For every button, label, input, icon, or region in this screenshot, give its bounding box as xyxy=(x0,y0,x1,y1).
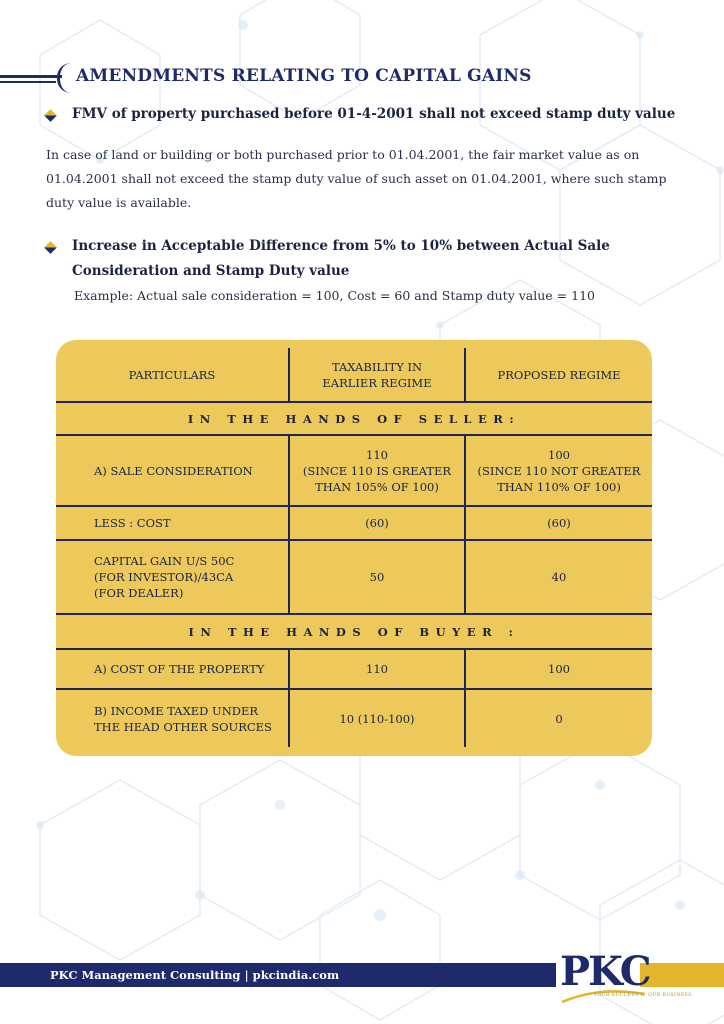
cell-line: THAN 110% OF 100) xyxy=(497,479,621,494)
header-line: TAXABILITY IN xyxy=(331,359,423,374)
example-text: Example: Actual sale consideration = 100, Cost = 60 and Stamp duty value = 110 xyxy=(74,288,595,303)
cell-line: (SINCE 110 NOT GREATER xyxy=(477,463,641,478)
row-property-proposed: 100 xyxy=(548,662,570,676)
row-gain-proposed: 40 xyxy=(551,570,567,584)
section-label-buyer: IN THE HANDS OF BUYER : xyxy=(188,624,520,639)
row-cost-earlier: (60) xyxy=(365,516,389,530)
row-gain-particular xyxy=(56,541,288,613)
paragraph-line: In case of land or building or both purchased prior to 01.04.2001, the fair market value as on xyxy=(46,147,640,162)
cell-line: (FOR INVESTOR)/43CA xyxy=(94,570,234,584)
section1-paragraph xyxy=(46,143,686,215)
row-sale-proposed xyxy=(466,436,652,505)
page-title: AMENDMENTS RELATING TO CAPITAL GAINS xyxy=(76,66,532,86)
row-property-particular: A) COST OF THE PROPERTY xyxy=(94,662,265,676)
row-sale-particular: A) SALE CONSIDERATION xyxy=(94,463,253,478)
header-earlier-regime xyxy=(290,348,464,401)
paragraph-line: duty value is available. xyxy=(46,195,192,210)
footer-text: PKC Management Consulting | pkcindia.com xyxy=(50,968,340,982)
header-particulars: PARTICULARS xyxy=(128,367,216,382)
diamond-bullet-icon xyxy=(44,109,57,122)
logo-text: PKC xyxy=(560,948,650,995)
comparison-table xyxy=(56,340,652,756)
title-rule xyxy=(0,75,62,78)
row-cost-proposed: (60) xyxy=(547,516,571,530)
row-gain-earlier: 50 xyxy=(369,570,385,584)
pkc-logo xyxy=(560,948,650,1008)
cell-line: B) INCOME TAXED UNDER xyxy=(94,703,259,718)
row-property-earlier: 110 xyxy=(366,662,388,676)
header-line: EARLIER REGIME xyxy=(322,375,432,390)
row-income-earlier: 10 (110-100) xyxy=(339,711,415,726)
logo-tagline: YOUR SUCCESS IS OUR BUSINESS xyxy=(594,993,692,998)
row-cost-particular: LESS : COST xyxy=(94,516,171,530)
section2-heading-line1: Increase in Acceptable Difference from 5% to 10% between Actual Sale xyxy=(72,238,610,254)
diamond-bullet-icon xyxy=(44,241,57,254)
cell-line: (SINCE 110 IS GREATER xyxy=(302,463,452,478)
cell-line: THE HEAD OTHER SOURCES xyxy=(94,719,272,734)
section2-heading-line2: Consideration and Stamp Duty value xyxy=(72,263,350,279)
cell-line: 100 xyxy=(548,447,570,462)
row-sale-earlier xyxy=(290,436,464,505)
cell-line: THAN 105% OF 100) xyxy=(315,479,439,494)
paragraph-line: 01.04.2001 shall not exceed the stamp duty value of such asset on 01.04.2001, where such stamp xyxy=(46,171,667,186)
row-income-particular xyxy=(56,690,288,747)
section1-heading: FMV of property purchased before 01-4-2001 shall not exceed stamp duty value xyxy=(72,106,676,122)
footer-gold-bar xyxy=(640,963,724,987)
cell-line: (FOR DEALER) xyxy=(94,586,184,600)
section-label-seller: IN THE HANDS OF SELLER: xyxy=(187,411,521,426)
title-bracket xyxy=(57,63,74,93)
title-rule-secondary xyxy=(0,81,56,83)
cell-line: 110 xyxy=(366,447,388,462)
cell-line: CAPITAL GAIN U/S 50C xyxy=(94,554,235,568)
row-income-proposed: 0 xyxy=(555,711,563,726)
header-proposed-regime: PROPOSED REGIME xyxy=(497,367,621,382)
